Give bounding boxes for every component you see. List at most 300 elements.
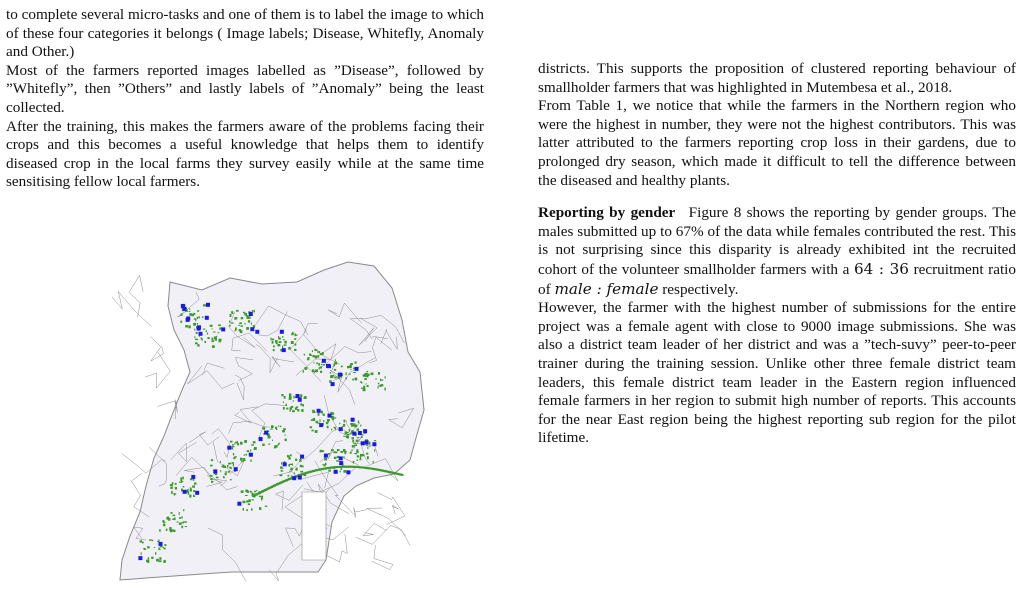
report-point [243,508,244,511]
agent-marker [234,467,238,471]
report-point [279,475,282,477]
report-point [155,552,156,555]
report-point [312,369,314,372]
report-point [355,453,357,454]
report-point [341,451,344,453]
report-point [265,506,268,507]
report-point [273,349,275,351]
paragraph-label-task: to complete several micro-tasks and one of them is to label the image to which of these four categories it belongs ( Image labels; Disease, Whitefly, Anomaly and Other.) [6,6,484,61]
report-point [225,471,227,472]
report-point [289,471,290,473]
report-point [354,425,357,428]
report-point [195,342,198,344]
report-point [187,489,188,492]
report-point [251,499,254,500]
report-point [286,404,287,407]
report-point [374,440,376,441]
report-point [190,489,192,492]
report-point [275,445,278,448]
paragraph-table-1: From Table 1, we notice that while the farmers in the Northern region who were the highest in number, they were not the highest contributors. This was latter attributed to the farmers reporting crop loss in their gardens, due to prolonged dry season, which made it difficult to tell the difference between the diseased and healthy plants. [538,97,1016,189]
report-point [204,341,206,343]
district-border [354,508,367,518]
report-point [170,484,173,486]
report-point [179,523,182,525]
report-point [254,447,257,450]
report-point [231,322,234,323]
report-point [183,509,184,511]
report-point [251,444,254,445]
report-point [210,325,213,327]
report-point [232,444,234,446]
report-point [363,386,365,389]
report-point [378,372,380,375]
report-point [230,479,232,480]
report-point [331,449,334,451]
report-point [181,526,183,529]
report-point [229,321,230,323]
report-point [156,559,159,562]
report-point [234,443,235,445]
report-point [289,410,291,411]
report-point [173,515,176,517]
report-point [284,341,286,344]
report-point [185,325,188,327]
report-point [288,464,290,467]
report-point [281,470,283,471]
report-point [365,375,367,377]
report-point [189,311,191,312]
report-point [197,323,198,325]
report-point [384,388,385,391]
report-point [164,544,166,546]
report-point [244,313,247,316]
report-point [246,327,249,330]
report-point [282,468,283,469]
report-point [349,365,352,368]
report-point [333,451,336,453]
report-point [283,339,285,340]
report-point [296,468,298,470]
report-point [353,372,356,373]
report-point [366,444,368,445]
report-point [228,463,231,465]
paragraph-clustered-reporting: districts. This supports the proposition of clustered reporting behaviour of smallholder farmers that was highlighted in Mutembesa et al., 2018. [538,60,1016,96]
agent-marker [197,327,201,331]
district-border [363,523,387,536]
paragraph-training: After the training, this makes the farmers aware of the problems facing their crops and this becomes a useful knowledge that helps them to identify diseased crop in the local farms they survey easily while at the same time sensitising fellow local farmers. [6,117,484,191]
agent-marker [181,304,185,308]
agent-marker [361,441,365,445]
report-point [356,451,358,453]
report-point [343,470,346,473]
report-point [289,397,292,400]
report-point [292,463,293,465]
report-point [248,503,250,505]
report-point [242,458,245,460]
report-point [283,428,286,430]
report-point [315,430,318,433]
agent-marker [259,437,263,441]
report-point [327,426,329,429]
report-point [238,325,240,326]
report-point [349,374,351,375]
report-point [344,453,346,454]
report-point [241,461,244,462]
agent-marker [255,330,259,334]
report-point [193,495,195,497]
report-point [251,323,252,325]
report-point [152,540,154,541]
report-point [144,548,147,550]
report-point [245,454,247,456]
report-point [320,419,321,422]
report-point [193,490,195,492]
report-point [357,460,359,461]
report-point [282,346,283,349]
report-point [363,388,366,391]
report-point [385,376,386,378]
report-point [276,342,278,344]
report-point [203,304,206,306]
gender-text-c: respectively. [662,280,739,298]
report-point [159,529,161,532]
report-point [317,369,318,372]
report-point [291,341,294,344]
agent-marker [322,359,326,363]
agent-marker [138,556,142,560]
report-point [183,486,185,488]
report-point [163,561,165,563]
report-point [321,411,323,414]
report-point [259,507,261,509]
report-point [244,440,247,443]
agent-marker [355,367,359,371]
agent-marker [338,373,342,377]
report-point [367,376,369,378]
report-point [282,336,283,338]
report-point [210,478,212,480]
report-point [365,383,366,384]
report-point [328,453,330,455]
report-point [330,376,331,377]
agent-marker [191,475,195,479]
report-point [312,430,314,432]
agent-marker [206,303,210,307]
report-point [299,459,301,462]
report-point [343,424,345,427]
report-point [344,420,346,423]
report-point [380,379,381,382]
report-point [232,446,235,447]
report-point [334,369,336,371]
report-point [324,458,327,461]
report-point [149,539,152,541]
report-point [231,467,232,469]
report-point [195,318,196,321]
agent-marker [264,431,268,435]
agent-marker [346,470,350,474]
agent-marker [300,455,304,459]
report-point [312,355,314,357]
report-point [193,479,195,481]
report-point [201,338,203,340]
report-point [162,520,164,522]
agent-marker [221,327,225,331]
report-point [326,422,328,425]
report-point [318,355,320,358]
report-point [228,471,230,473]
report-point [231,311,233,314]
report-point [344,451,347,453]
report-point [371,373,374,376]
report-point [169,527,171,529]
report-point [181,516,182,518]
report-point [334,427,335,428]
report-point [290,454,292,456]
report-point [333,366,334,367]
report-point [213,332,216,333]
agent-marker [324,454,328,458]
uganda-report-map [112,260,432,590]
report-point [157,541,159,542]
report-point [401,474,404,476]
agent-marker [183,490,187,494]
report-point [307,359,309,361]
report-point [297,409,299,411]
report-point [164,523,165,525]
report-point [245,495,248,496]
report-point [353,443,356,444]
report-point [281,394,283,396]
report-point [350,369,351,370]
report-point [318,413,320,416]
agent-marker [213,469,217,473]
district-border [372,545,394,569]
report-point [363,375,365,377]
report-point [346,372,347,375]
report-point [235,442,238,444]
report-point [244,454,245,455]
report-point [235,317,238,319]
report-point [189,308,190,309]
report-point [194,329,195,331]
report-point [350,423,353,425]
report-point [189,313,192,316]
report-point [276,429,277,430]
report-point [350,433,351,435]
report-point [250,459,251,461]
report-point [331,412,334,414]
section-heading-gender: Reporting by gender [538,204,676,222]
report-point [296,406,299,407]
report-point [367,447,368,449]
report-point [166,529,168,531]
paragraph-gender [538,204,1016,299]
report-point [232,447,233,449]
report-point [343,456,344,458]
report-point [310,426,313,428]
report-point [292,410,295,412]
report-point [164,548,166,550]
report-point [222,465,224,468]
report-point [250,450,251,452]
report-point [284,396,286,399]
report-point [340,471,341,473]
report-point [286,408,288,410]
report-point [202,316,203,318]
report-point [207,333,208,335]
report-point [159,560,162,562]
report-point [367,456,369,459]
report-point [353,368,354,370]
report-point [362,454,364,456]
report-point [353,461,355,464]
report-point [254,491,256,493]
report-point [246,315,249,316]
report-point [206,330,207,332]
report-point [284,344,287,345]
agent-marker [199,332,203,336]
lake-region [302,492,326,560]
report-point [339,423,340,425]
left-column [6,6,484,192]
gender-text-a: Figure 8 shows the reporting by gender groups. The males submitted up to 67% of the data while females contributed the rest. This is not surprising since this disparity is already exhibited int the recruited cohort of the volunteer smallholder farmers with a [538,204,1017,278]
report-point [203,329,205,330]
paragraph-labels-reported: Most of the farmers reported images labelled as ”Disease”, followed by ”Whitefly”, then ”Others” and lastly labels of ”Anomaly” being the least collected. [6,61,484,116]
report-point [158,549,160,550]
report-point [197,344,199,346]
report-point [314,362,315,363]
report-point [295,408,297,410]
report-point [328,470,331,472]
agent-marker [237,502,241,506]
report-point [194,336,195,338]
report-point [332,375,335,377]
report-point [197,310,199,312]
report-point [355,378,358,381]
report-point [180,479,182,481]
report-point [246,500,248,502]
report-point [241,490,244,493]
district-border [392,505,399,514]
report-point [283,407,285,410]
report-point [224,466,226,468]
agent-marker [317,409,321,413]
report-point [295,333,297,336]
report-point [322,352,324,355]
report-point [290,464,292,465]
report-point [294,344,296,346]
report-point [272,341,274,344]
report-point [366,453,368,455]
report-point [323,464,325,466]
report-point [300,465,303,467]
report-point [291,406,294,408]
agent-marker [331,382,335,386]
agent-marker [363,429,367,433]
report-point [277,344,280,346]
report-point [147,546,150,548]
report-point [210,465,212,467]
report-point [180,314,182,316]
report-point [269,436,271,438]
agent-marker [365,440,369,444]
math-male-female: male : female [554,279,659,298]
report-point [288,475,290,477]
report-point [304,397,305,399]
report-point [361,388,363,390]
report-point [240,442,243,445]
report-point [197,317,200,318]
report-point [304,396,306,399]
report-point [180,321,182,323]
district-border [129,275,143,317]
report-point [148,557,149,560]
report-point [185,521,187,522]
report-point [347,434,350,435]
report-point [218,325,221,327]
report-point [167,517,169,518]
report-point [194,482,196,484]
country-outline [120,262,424,580]
report-point [170,487,173,489]
report-point [318,363,320,366]
report-point [227,465,228,468]
report-point [247,491,249,493]
report-point [179,517,181,519]
report-point [360,425,361,427]
report-point [252,310,254,312]
report-point [245,323,246,325]
report-point [181,481,183,482]
agent-marker [339,461,343,465]
report-point [335,427,336,429]
report-point [300,394,302,397]
report-point [256,490,257,491]
report-point [218,332,220,333]
report-point [337,449,340,451]
cropped-top-fragment [584,0,984,2]
report-point [302,404,304,407]
report-point [375,378,376,379]
report-point [272,440,273,441]
report-point [211,460,213,462]
agent-marker [249,312,253,316]
report-point [378,383,380,385]
report-point [207,337,209,339]
agent-marker [298,475,302,479]
report-point [351,425,354,427]
report-point [248,499,250,502]
report-point [240,458,242,461]
report-point [369,442,371,445]
district-border [377,492,405,524]
report-point [352,437,355,439]
report-point [380,385,382,387]
report-point [304,367,307,370]
agent-marker [280,330,284,334]
report-point [331,429,332,431]
report-point [259,496,261,497]
report-point [309,354,311,356]
report-point [243,501,246,504]
report-point [171,491,173,494]
report-point [234,456,237,457]
report-point [263,427,265,430]
report-point [251,508,253,510]
agent-marker [339,456,343,460]
report-point [320,450,322,453]
